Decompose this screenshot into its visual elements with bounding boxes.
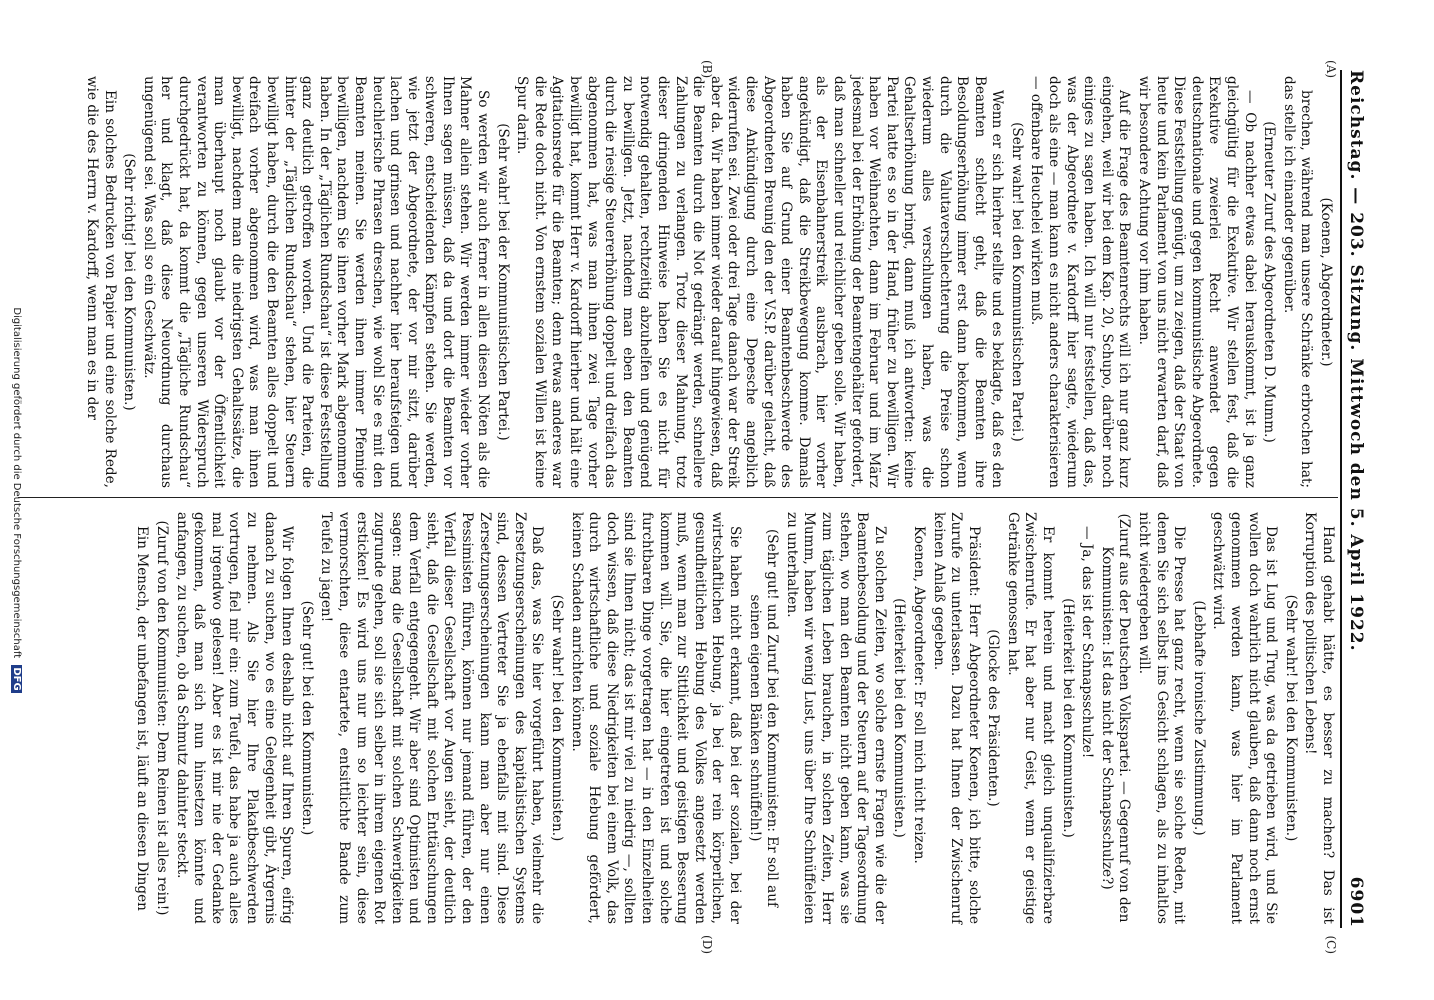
page-header (1344, 70, 1366, 928)
paragraph: (Sehr gut! und Zuruf bei den Kommunisten: Er soll auf seinen eigenen Bänken schnüffeln!) (746, 528, 781, 908)
paragraph: Er kommt herein und macht gleich unqualifizierbare Zwischenrufe. Er hat aber nur Geist, wenn er geistige Getränke genossen hat. (1004, 512, 1057, 924)
paragraph: brechen, während man unsere Schränke erbrochen hat; das stelle ich einander gegenüber. (1280, 76, 1315, 488)
paragraph: (Lebhafte ironische Zustimmung.) (1190, 600, 1207, 836)
paragraph: (Heiterkeit bei den Kommunisten.) (1059, 598, 1076, 838)
digitization-credit (11, 0, 22, 1000)
paragraph: (Koenen, Abgeordneter.) (1318, 197, 1334, 367)
header-rule (1340, 70, 1342, 928)
paragraph: (Sehr wahr! bei den Kommunistischen Partei.) (1008, 122, 1025, 442)
paragraph: Sie haben nicht erkannt, daß bei der sozialen, bei der wirtschaftlichen Hebung, ja bei der rein körperlichen, gesundheitlichen Hebung des Volkes angesetzt werden muß, wenn man zur Sittlichkeit und geistigen Besserung kommen will. Sie, die hier eingetreten ist und solche furchtbaren Dinge vorgetragen hat — in den Einzelheiten sind sie Ihnen nicht; das ist mir viel zu niedrig —, sollten doch wissen, daß diese Niedrigkeiten bei einem Volk, das durch wirtschaftliche und soziale Hebung gefördert, keinen Schaden anrichten können. (568, 512, 743, 924)
paragraph: (Sehr wahr! bei den Kommunisten.) (549, 594, 566, 842)
margin-mark-c: (C) (1324, 935, 1338, 954)
margin-mark-a: (A) (1324, 60, 1338, 79)
paragraph: Die Presse hat ganz recht, wenn sie solche Reden, mit denen Sie sich selbst ins Gesicht schlagen, als zu inhaltlos nicht wiedergeben will. (1136, 512, 1188, 924)
margin-mark-d: (D) (700, 935, 714, 954)
paragraph: — Ja, das ist der Schnapsschulze! (1079, 526, 1096, 759)
paragraph: Wenn er sich hierher stellte und es beklagte, daß es den Beamten schlecht geht, daß die Beamten ihre Besoldungserhöhung immer erst dann bekommen, wenn durch die Valutaverschlechterung die Preise schon wiederum alles verschlungen haben, was die Gehaltserhöhung bringt, dann muß ich antworten: keine Partei hatte es so in der Hand, früher zu bewilligen. Wir haben vor Weihnachten, dann im Februar und im März jedesmal bei der Erhöhung der Beamtengehälter gefordert, daß man schneller und reichlicher geben solle. Wir haben, als der Eisenbahnerstreik ausbrach, hier vorher angekündigt, daß die Streikbewegung komme. Damals haben Sie auf Grund einer Beamtenbeschwerde des Abgeordneten Breunig den der V.S.P. darüber gelacht, daß diese Ankündigung durch eine Depesche angeblich widerrufen sei. Zwei oder drei Tage danach war der Streik aber da. Wir haben immer wieder darauf hingewiesen, daß die Beamten durch die Not gedrängt werden, schnellere Zahlungen zu verlangen. Trotz dieser Mahnung, trotz dieser dringenden Hinweise haben Sie es nicht für notwendig gehalten, rechtzeitig abzuhelfen und genügend zu bewilligen. Jetzt, nachdem man eben den Beamten durch die riesige Steuererhöhung doppelt und dreifach das abgenommen hat, was man ihnen zwei Tage vorher bewilligt hat, kommt Herr v. Kardorff hierher und hält eine Agitationsrede für die Beamten; denn etwas anderes war die Rede doch nicht. Von ernstem sozialen Willen ist keine Spur darin. (514, 76, 1006, 488)
left-text-column (80, 76, 1336, 488)
paragraph: So werden wir auch ferner in allen diesen Nöten als die Mahner allein stehen. Wir werden immer wieder vorher Ihnen sagen müssen, daß da und dort die Beamten vor schweren, entscheidenden Kämpfen stehen. Sie werden, wie jetzt der Abgeordnete, der vor mir sitzt, darüber lachen und grinsen und nachher hier heraufsteigen und heuchlerische Phrasen dreschen, wie wohl Sie es mit den Beamten meinen. Sie werden ihnen immer Pfennige bewilligen, nachdem Sie ihnen vorher Mark abgenommen haben. In der „Täglichen Rundschau“ ist diese Feststellung ganz deutlich getroffen worden. Und die Parteien, die hinter der „Täglichen Rundschau“ stehen, hier Steuern bewilligt haben, durch die den Beamten alles doppelt und dreifach vorher abgenommen wird, was man ihnen bewilligt, nachdem man die niedrigsten Gehaltssätze, die man überhaupt noch glaubt vor der Öffentlichkeit verantworten zu können, gegen unseren Widerspruch durchgedrückt hat, da kommt die „Tägliche Rundschau“ her und klagt, daß diese Neuordnung durchaus ungenügend sei. Was soll so ein Geschwätz. (140, 76, 492, 488)
paragraph: (Erneuter Zuruf des Abgeordneten D. Mumm.) (1261, 121, 1278, 443)
right-text-column (131, 512, 1336, 924)
paragraph: — Ob nachher etwas dabei herauskommt, ist ja ganz gleichgültig für die Exekutive. Wir stellen fest, daß die Exekutive zweierlei Recht anwendet gegen deutschnationale und gegen kommunistische Abgeordnete. Diese Feststellung genügt, um zu zeigen, daß der Staat von heute und kein Parlament von uns nicht erwarten darf, daß wir besondere Achtung vor ihm haben. (1136, 76, 1258, 488)
paragraph: (Sehr gut! bei den Kommunisten.) (298, 600, 315, 836)
margin-mark-b: (B) (700, 60, 714, 79)
dfg-logo: DFG (11, 667, 22, 691)
paragraph: Koenen, Abgeordneter: Er soll mich nicht reizen. (910, 526, 927, 864)
paragraph: Auf die Frage des Beamtenrechts will ich nur ganz kurz eingehen, weil wir bei dem Kap. 20, Schupo, darüber noch einiges zu sagen haben. Ich will nur feststellen, daß das, was der Abgeordnete v. Kardorff hier sagte, wiederum doch als eine — man kann es nicht anders charakterisieren — offenbare Heuchelei wirken muß. (1028, 76, 1133, 488)
paragraph: Ein solches Bedrucken von Papier und eine solche Rede, wie die des Herrn v. Kardorff, wenn man es in der (84, 76, 118, 488)
paragraph: (Glocke des Präsidenten.) (985, 629, 1002, 807)
paragraph: Daß das, was Sie hier vorgeführt haben, vielmehr die Zersetzungserscheinungen des kapitalistischen Systems sind, dessen Vertreter Sie ja ebenfalls mit sind. Diese Zersetzungserscheinungen kann man aber nur einen Pessimisten führen, können nur jemand führen, der den Verfall dieser Gesellschaft vor Augen sieht, der deutlich sieht, daß die Gesellschaft mit solchen Enttäuschungen dem Verfall entgegengeht. Wir aber sind Optimisten und sagen: mag die Gesellschaft mit solchen Schwerigkeiten zugrunde gehen, soll sie sich selber in ihrem eigenen Rot ersticken! Es wird uns nur um so leichter sein, diese vermorschten, diese entartete, entsittlichte Bande zum Teufel zu jagen! (318, 512, 546, 924)
paragraph: Präsident: Herr Abgeordneter Koenen, ich bitte, solche Zurufe zu unterlassen. Dazu hat Ihnen der Zwischenruf keinen Anlaß gegeben. (930, 512, 982, 924)
paragraph: (Zuruf von den Kommunisten: Dem Reinen ist alles rein!) (154, 520, 170, 916)
column-divider (18, 497, 1338, 498)
paragraph: (Sehr wahr! bei den Kommunisten.) (1282, 594, 1299, 842)
paragraph: Ein Mensch, der unbefangen ist, läuft an diesen Dingen (134, 526, 151, 911)
paragraph: (Zuruf aus der Deutschen Volkspartei. — Gegenruf von den Kommunisten: Ist das nicht der Schnapsschulze?) (1098, 513, 1133, 923)
page-number: 6901 (1346, 876, 1366, 928)
paragraph: (Sehr wahr! bei der Kommunistischen Partei.) (494, 123, 511, 441)
paragraph: Zu solchen Zeiten, wo solche ernste Fragen wie die der Beamtenbesoldung und der Steuern auf der Tagesordnung stehen, wo man den Beamten nicht geben kann, was sie zum täglichen Leben brauchen, in solchen Zeiten, Herr Mumm, haben wir wenig Lust, uns über Ihre Schnüffeleien zu unterhalten. (783, 512, 888, 924)
paragraph: Hand gehabt hätte, es besser zu machen? Das ist Korruption des politischen Lebens! (1302, 512, 1336, 924)
paragraph: Das ist Lug und Trug, was da getrieben wird, und Sie wollen doch wahrlich nicht glauben, daß dann noch ernst genommen werden kann, was hier im Parlament geschwätzt wird. (1210, 512, 1280, 924)
paragraph: (Heiterkeit bei den Kommunisten.) (891, 598, 908, 838)
paragraph: (Sehr richtig! bei den Kommunisten.) (121, 153, 138, 411)
paragraph: Wir folgen Ihnen deshalb nicht auf Ihren Spuren, eifrig danach zu suchen, wo es eine Gelegenheit gibt, Ärgernis zu nehmen. Als Sie hier Ihre Plakatbeschwerden vortrugen, fiel mir ein: zum Teufel, das habe ja auch alles mal irgendwo gelesen! Aber es ist mir nie der Gedanke gekommen, daß man sich nun hinsetzen könnte und anfangen, zu suchen, ob da Schmutz dahinter steckt. (173, 512, 296, 924)
header-title: Reichstag. — 203. Sitzung. Mittwoch den 5. April 1922. (1346, 70, 1366, 652)
credit-text: Digitalisierung gefördert durch die Deutsche Forschungsgemeinschaft (11, 307, 22, 659)
